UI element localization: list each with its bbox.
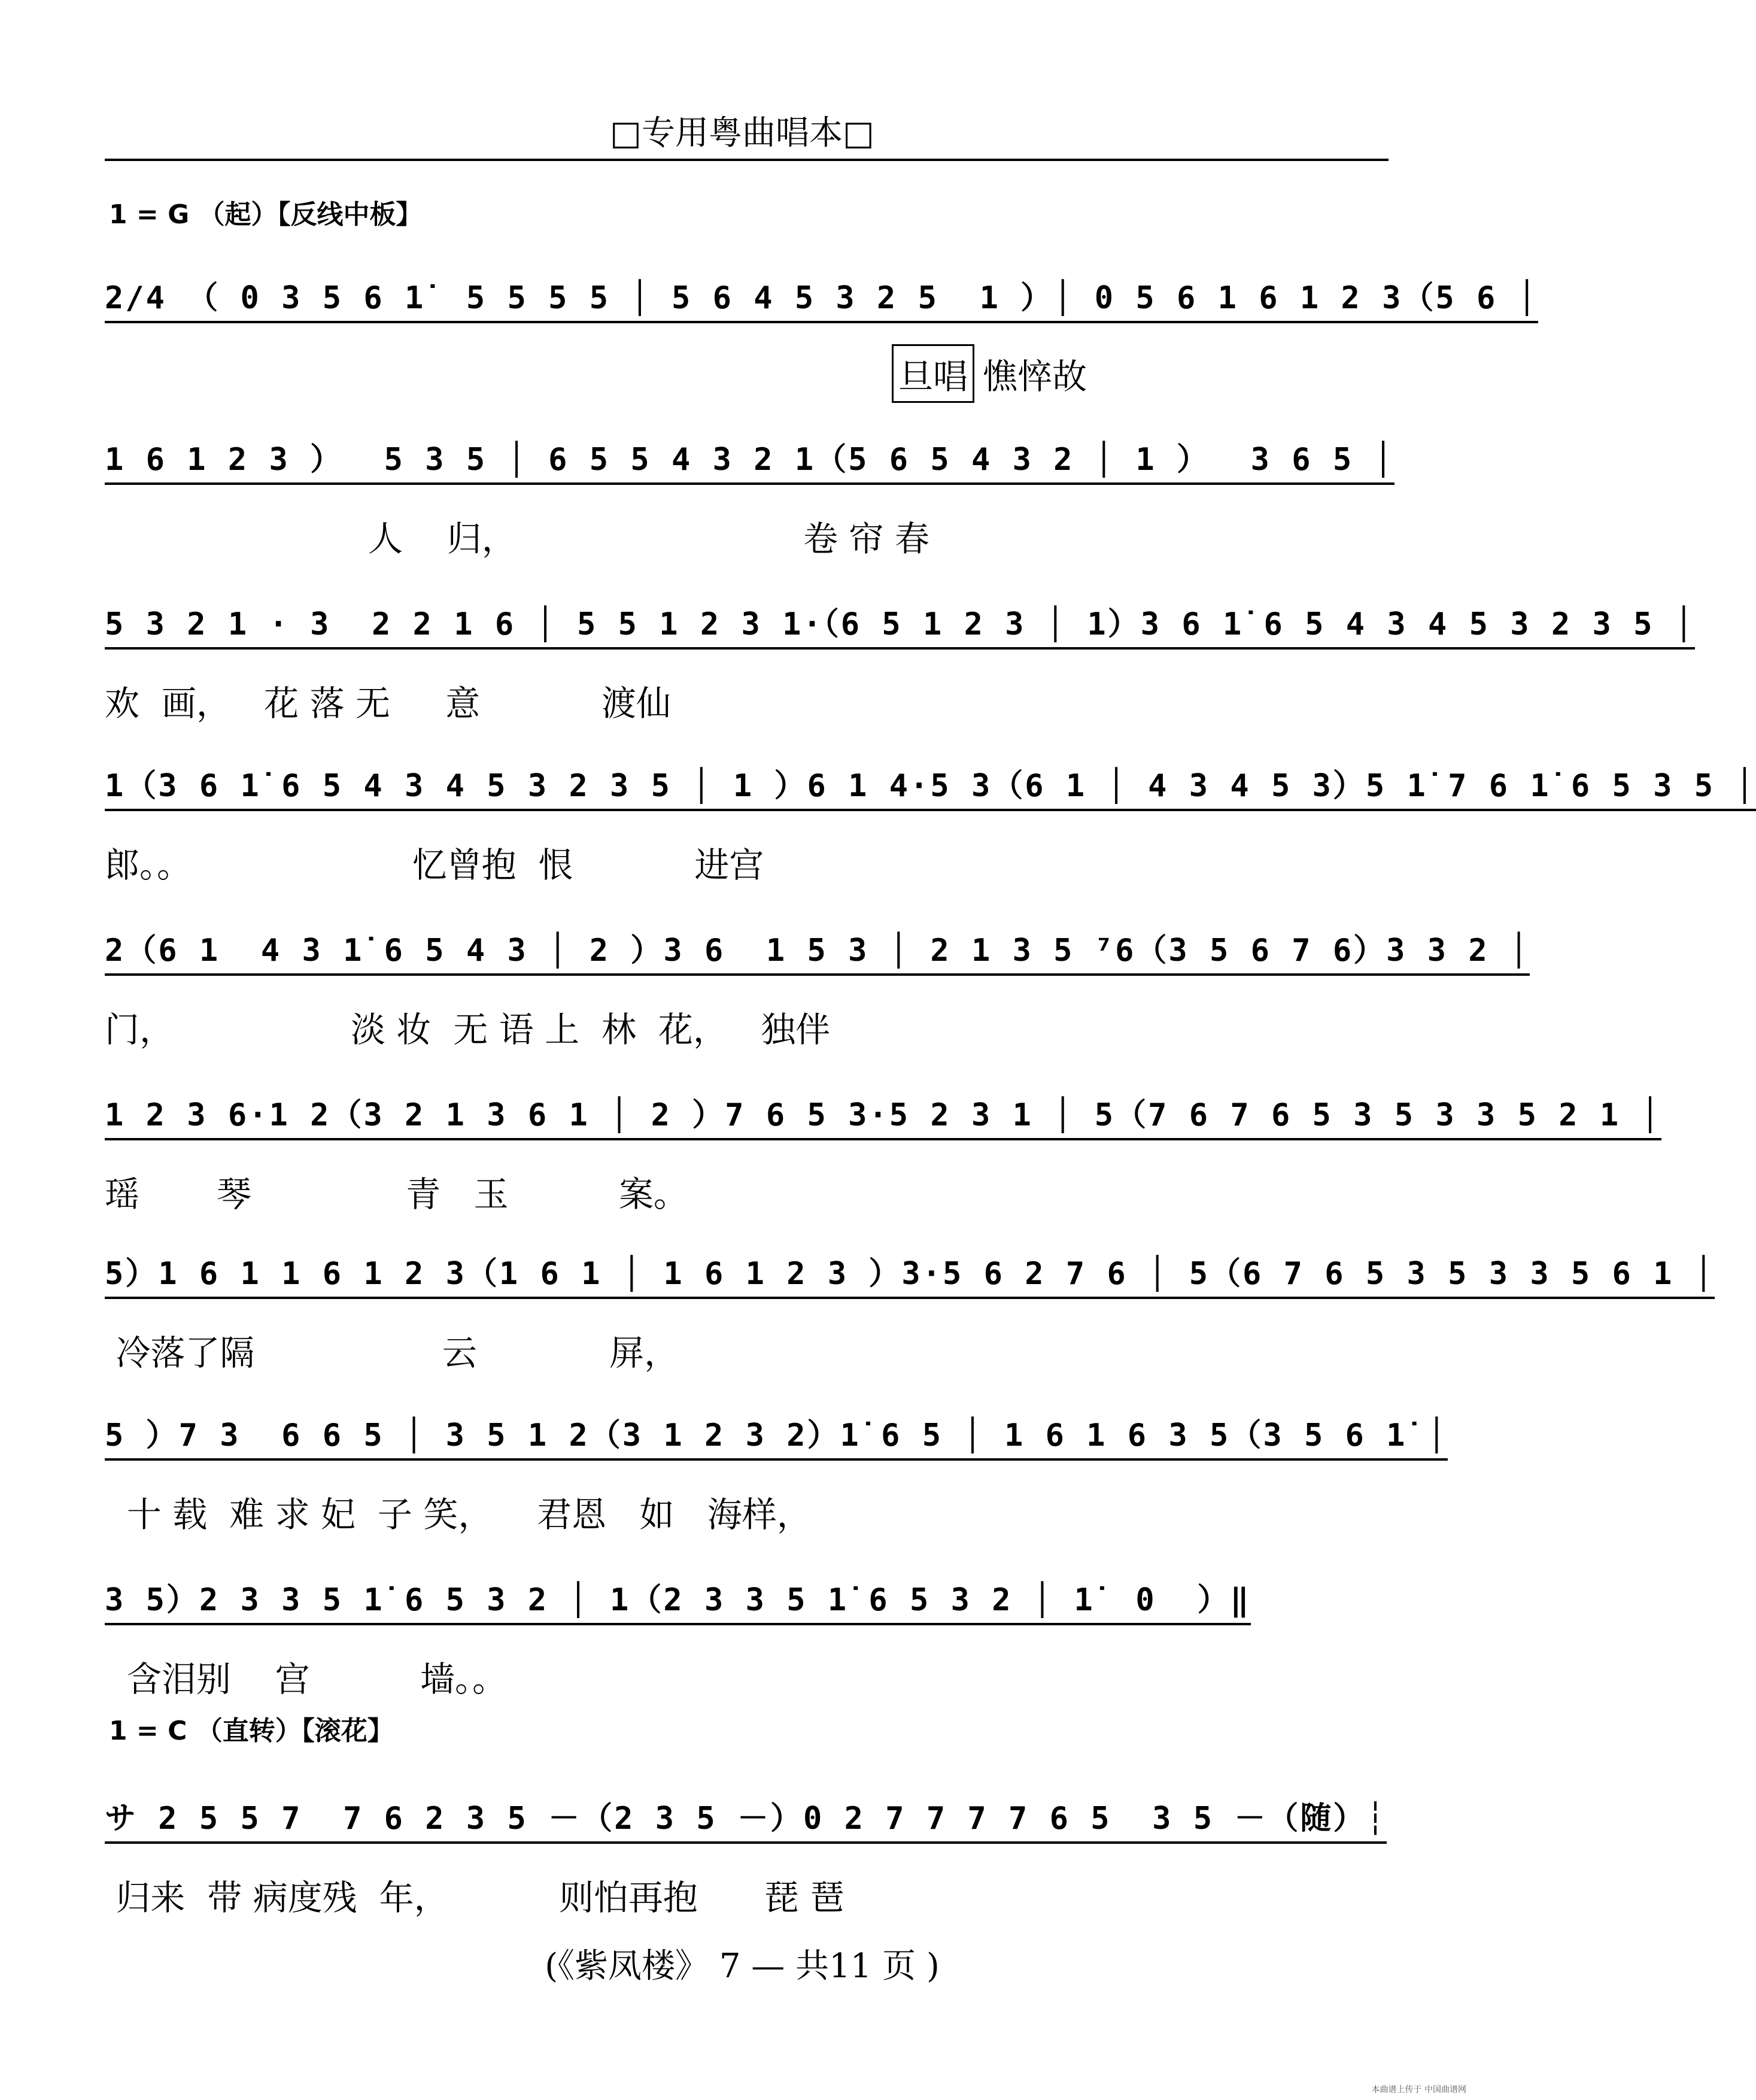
score-row <box>105 1248 1715 1373</box>
upload-stamp: 本曲谱上传于 中国曲谱网 <box>1371 2085 1466 2095</box>
notes-line <box>105 599 1695 653</box>
page-header: □专用粤曲唱本□ <box>610 114 874 153</box>
lyric-line: 归来 带 病度残 年， 则怕再抱 琵 琶 <box>105 1877 845 1918</box>
note-group: 5）1 6 1 1 6 1 2 3（1 6 1 │ 1 6 1 2 3 ）3·5 6 2 7 6 │ 5（6 7 6 5 3 5 3 3 5 6 1 │ <box>105 1248 1715 1299</box>
score-row <box>105 1090 1661 1215</box>
notes-line <box>105 1793 1387 1847</box>
score-row <box>105 599 1695 724</box>
lyric-line: 瑶 琴 青 玉 案。 <box>105 1174 688 1215</box>
notes-line <box>105 1574 1377 1628</box>
page-footer: (《紫凤楼》 7 — 共11 页 ) <box>545 1947 940 1986</box>
notes-line <box>105 272 1538 326</box>
notes-line <box>105 1090 1661 1143</box>
lyric-line: 十 载 难 求 妃 子 笑， 君恩 如 海样， <box>105 1494 812 1535</box>
notes-line <box>105 1410 1448 1464</box>
score-row <box>105 1410 1448 1535</box>
lyric-line <box>892 344 1087 403</box>
note-group: 2/4 （ 0 3 5 6 1̇ 5 5 5 5 │ 5 6 4 5 3 2 5 1 ）│ 0 5 6 1 6 1 2 3（5 6 │ <box>105 272 1538 323</box>
notes-line <box>105 1248 1715 1302</box>
note-group: サ 2 5 5 7 7 6 2 3 5 －（2 3 5 －）0 2 7 7 7 7 6 5 3 5 －（随）┆ <box>105 1793 1387 1844</box>
lyric-line: 含泪别 宫 墙。。 <box>105 1659 507 1700</box>
lyric-text: 憔悴故 <box>983 356 1087 397</box>
header-rule <box>105 159 1389 161</box>
notes-line <box>105 434 1395 488</box>
note-group: 1 6 1 2 3 ） 5 3 5 │ 6 5 5 4 3 2 1（5 6 5 4 3 2 │ 1 ） 3 6 5 │ <box>105 434 1395 485</box>
note-group: 1（3 6 1̇ 6 5 4 3 4 5 3 2 3 5 │ 1 ）6 1 4·5 3（6 1 │ 4 3 4 5 3）5 1̇ 7 6 1̇ 6 5 3 5 │ <box>105 760 1756 811</box>
score-row <box>105 272 1538 397</box>
notes-line <box>105 760 1756 814</box>
key-signature-2: 1 = C （直转）【滚花】 <box>109 1716 394 1746</box>
note-group: 3 5）2 3 3 5 1̇ 6 5 3 2 │ 1（2 3 3 5 1̇ 6 5 3 2 │ 1̇ 0 ）‖ <box>105 1574 1251 1625</box>
lyric-line: 郎。。 忆曾抱 恨 进宫 <box>105 845 764 885</box>
note-group: 2（6 1 4 3 1̇ 6 5 4 3 │ 2 ）3 6 1 5 3 │ 2 1 3 5 ⁷6（3 5 6 7 6）3 3 2 │ <box>105 925 1530 976</box>
key-signature-1: 1 = G （起）【反线中板】 <box>109 199 423 230</box>
lyric-line: 冷落了隔 云 屏， <box>105 1333 679 1373</box>
lyric-line: 门， 淡 妆 无 语 上 林 花， 独伴 <box>105 1009 831 1050</box>
notes-line <box>105 925 1530 979</box>
score-row <box>105 1793 1387 1918</box>
role-label: 旦唱 <box>892 344 974 403</box>
score-row <box>105 1574 1377 1700</box>
note-group: 1 2 3 6·1 2（3 2 1 3 6 1 │ 2 ）7 6 5 3·5 2 3 1 │ 5（7 6 7 6 5 3 5 3 3 5 2 1 │ <box>105 1090 1661 1140</box>
lyric-line: 欢 画， 花 落 无 意 渡仙 <box>105 683 672 724</box>
note-group: 5 3 2 1 · 3 2 2 1 6 │ 5 5 1 2 3 1·（6 5 1 2 3 │ 1）3 6 1̇ 6 5 4 3 4 5 3 2 3 5 │ <box>105 599 1695 650</box>
score-row <box>105 434 1395 559</box>
note-group: 5 ）7 3 6 6 5 │ 3 5 1 2（3 1 2 3 2）1̇ 6 5 │ 1 6 1 6 3 5（3 5 6 1̇ │ <box>105 1410 1448 1461</box>
lyric-line: 人 归， 卷 帘 春 <box>368 518 929 559</box>
score-row <box>105 760 1756 885</box>
score-row <box>105 925 1530 1050</box>
